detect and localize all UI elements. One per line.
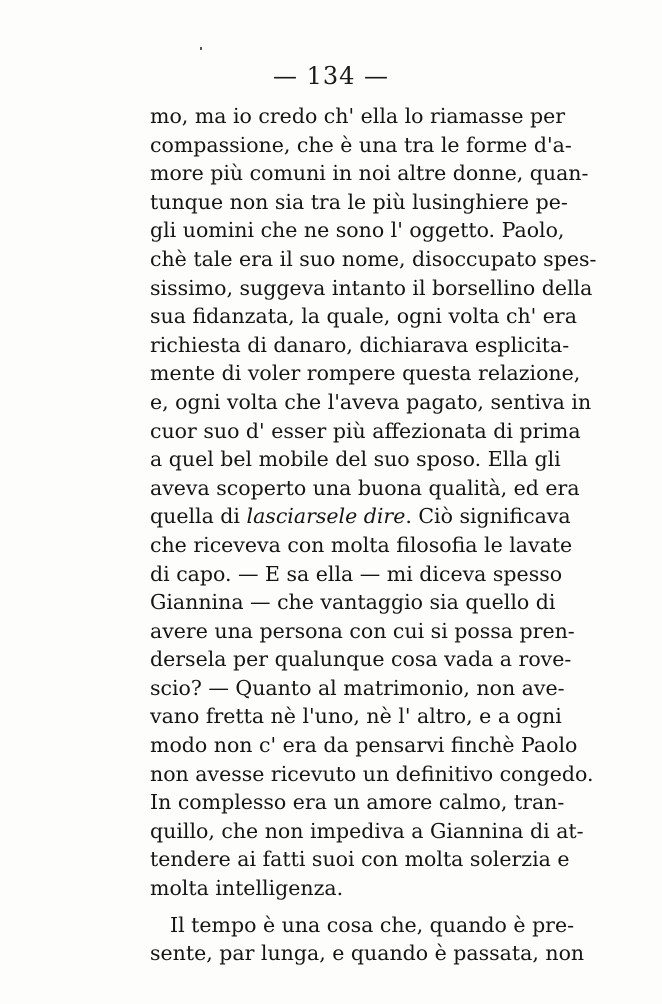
text-line: non avesse ricevuto un definitivo congedo. [150,761,594,786]
text-line: gli uomini che ne sono l' oggetto. Paolo, [150,218,565,243]
text-line: dersela per qualunque cosa vada a rove- [150,647,572,672]
text-line: chè tale era il suo nome, disoccupato spes- [150,246,597,271]
italic-phrase: lasciarsele dire [246,504,406,529]
text-line: sua fidanzata, la quale, ogni volta ch' era [150,304,577,329]
text-line: che riceveva con molta filosofia le lavate [150,532,573,557]
text-line: vano fretta nè l'uno, nè l' altro, e a ogni [150,704,562,729]
text-line: e, ogni volta che l'aveva pagato, sentiva in [150,389,592,414]
text-line: aveva scoperto una buona qualità, ed era [150,475,580,500]
text-line: sente, par lunga, e quando è passata, non [150,941,585,966]
text-line: di capo. — E sa ella — mi diceva spesso [150,561,563,586]
text-line-with-italic: quella di lasciarsele dire. Ciò significava [150,504,571,529]
text-line: mo, ma io credo ch' ella lo riamasse per [150,104,566,128]
page-number: — 134 — [272,62,390,90]
text-line: tendere ai fatti suoi con molta solerzia e [150,847,570,872]
text-line: sissimo, suggeva intanto il borsellino della [150,275,593,300]
text-line: scio? — Quanto al matrimonio, non ave- [150,675,565,700]
text-line: Giannina — che vantaggio sia quello di [150,590,556,615]
text-line: quillo, che non impediva a Giannina di at- [150,818,584,843]
text-line: mente di voler rompere questa relazione, [150,361,581,386]
text-line: more più comuni in noi altre donne, quan- [150,161,589,186]
text-line: compassione, che è una tra le forme d'a- [150,132,572,157]
text-line: avere una persona con cui si possa pren- [150,618,575,643]
text-line: cuor suo d' esser più affezionata di prima [150,418,581,443]
text-line: molta intelligenza. [150,876,344,901]
text-line: Il tempo è una cosa che, quando è pre- [170,912,575,937]
paper-speck [200,47,202,50]
text-line: In complesso era un amore calmo, tran- [150,790,565,815]
text-line: richiesta di danaro, dichiarava esplicita- [150,332,570,357]
text-line: a quel bel mobile del suo sposo. Ella gli [150,447,561,472]
text-line: tunque non sia tra le più lusinghiere pe- [150,189,568,214]
text-line: modo non c' era da pensarvi finchè Paolo [150,733,578,758]
body-text [150,102,597,968]
